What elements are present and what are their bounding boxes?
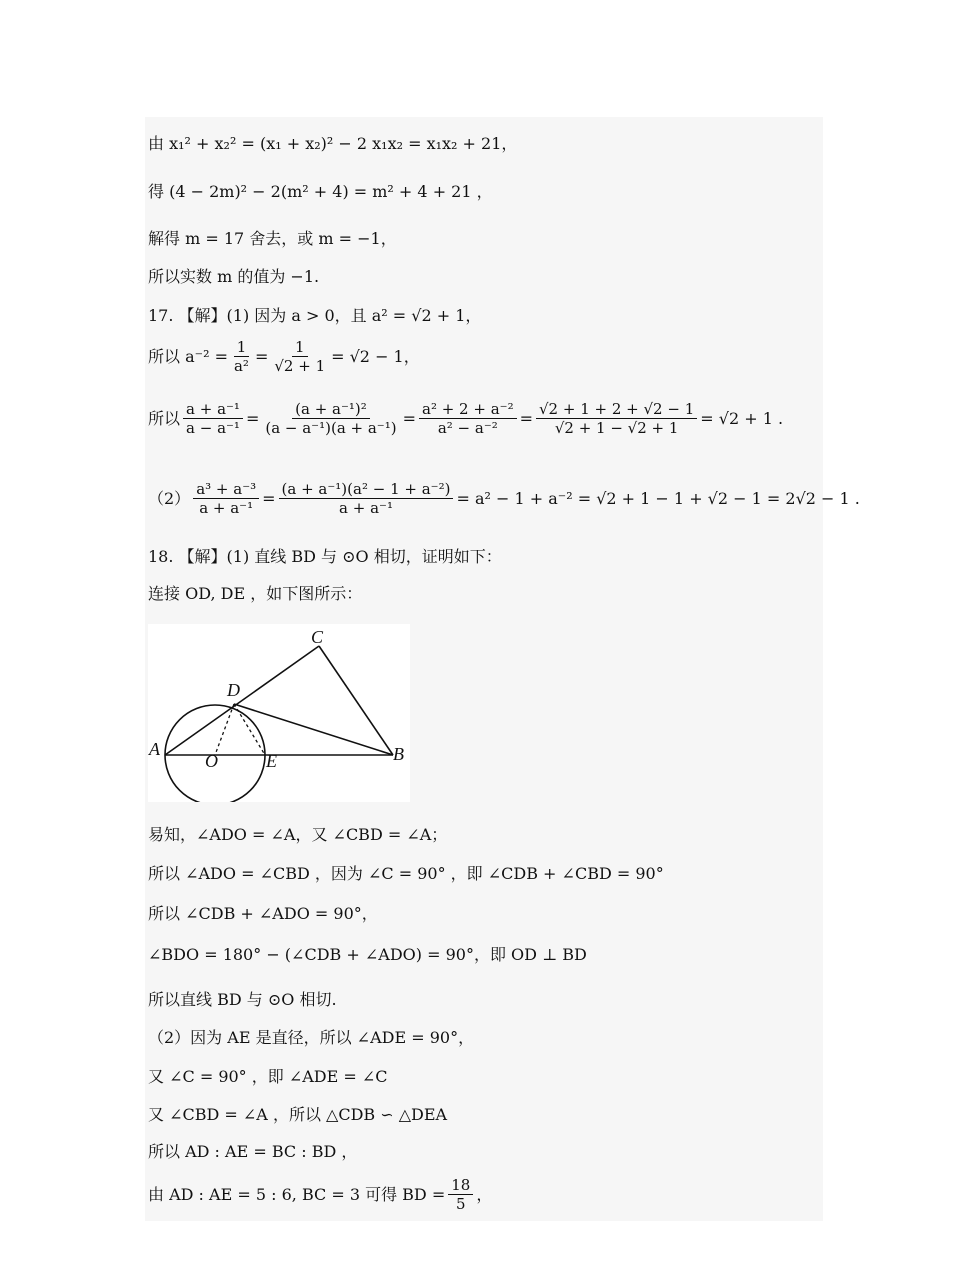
fraction-numerator: 1 [234, 338, 250, 357]
fraction [193, 480, 259, 517]
equals-sign: = [262, 488, 276, 508]
text-line: 易知，∠ADO = ∠A，又 ∠CBD = ∠A； [148, 825, 448, 844]
text-segment: 所以 [148, 408, 181, 428]
fraction-numerator: 1 [292, 338, 308, 357]
equals-sign: = [245, 408, 260, 428]
text-line: 所以 ∠ADO = ∠CBD ，因为 ∠C = 90° ，即 ∠CDB + ∠CBD = 90° [148, 864, 664, 883]
text-segment: （2） [148, 488, 191, 508]
fraction-numerator: √2 + 1 + 2 + √2 − 1 [536, 400, 697, 419]
segment-cb [319, 646, 393, 755]
fraction-denominator: a² [233, 357, 249, 375]
fraction-denominator: 5 [456, 1195, 466, 1213]
fraction [183, 400, 243, 437]
text-line: （2）因为 AE 是直径，所以 ∠ADE = 90°， [148, 1028, 475, 1047]
text-line: 所以 AD : AE = BC : BD ， [148, 1142, 358, 1161]
fraction [536, 400, 697, 437]
label-e: E [266, 751, 277, 771]
label-b: B [393, 744, 404, 764]
equation-line [148, 400, 783, 437]
text-line: 又 ∠C = 90° ，即 ∠ADE = ∠C [148, 1067, 388, 1086]
text-line: 得 (4 − 2m)² − 2(m² + 4) = m² + 4 + 21 ， [148, 182, 493, 201]
fraction-numerator: (a + a⁻¹)(a² − 1 + a⁻²) [279, 480, 454, 499]
text-line: 又 ∠CBD = ∠A ，所以 △CDB ∽ △DEA [148, 1105, 448, 1124]
text-segment: = a² − 1 + a⁻² = √2 + 1 − 1 + √2 − 1 = 2√2 − 1 . [456, 488, 860, 508]
equation-line [148, 480, 860, 517]
fraction-denominator: √2 + 1 [274, 357, 326, 375]
text-segment: = √2 − 1， [331, 346, 420, 366]
label-c: C [311, 627, 324, 647]
fraction [448, 1176, 473, 1213]
text-line: 解得 m = 17 舍去，或 m = −1， [148, 229, 397, 248]
fraction-numerator: a² + 2 + a⁻² [419, 400, 517, 419]
fraction-numerator: 18 [448, 1176, 473, 1195]
text-line: 所以直线 BD 与 ⊙O 相切. [148, 990, 337, 1009]
problem-17-heading: 17. 【解】(1) 因为 a > 0，且 a² = √2 + 1， [148, 306, 482, 325]
fraction [271, 338, 328, 375]
text-line: 由 x₁² + x₂² = (x₁ + x₂)² − 2 x₁x₂ = x₁x₂ + 21， [148, 134, 518, 153]
fraction [279, 480, 454, 517]
fraction-denominator: a + a⁻¹ [199, 499, 254, 517]
equals-sign: = [254, 346, 269, 366]
fraction-numerator: a + a⁻¹ [183, 400, 243, 419]
fraction-numerator: a³ + a⁻³ [193, 480, 259, 499]
equation-line [148, 338, 420, 375]
text-line: 连接 OD, DE ，如下图所示： [148, 584, 363, 603]
equals-sign: = [402, 408, 416, 428]
segment-ac [165, 646, 319, 755]
text-line: 所以 ∠CDB + ∠ADO = 90°， [148, 904, 378, 923]
text-segment: = √2 + 1 . [700, 408, 784, 428]
text-line: 所以实数 m 的值为 −1. [148, 267, 320, 286]
geometry-figure [148, 624, 410, 802]
text-segment: 由 AD : AE = 5 : 6, BC = 3 可得 BD = [148, 1184, 446, 1204]
fraction [419, 400, 517, 437]
text-segment: 所以 a⁻² = [148, 346, 228, 366]
fraction [262, 400, 399, 437]
fraction-denominator: a² − a⁻² [437, 419, 498, 437]
fraction-denominator: (a − a⁻¹)(a + a⁻¹) [265, 419, 397, 437]
segment-od [215, 704, 234, 755]
label-o: O [205, 751, 218, 771]
fraction-denominator: a + a⁻¹ [339, 499, 393, 517]
fraction-numerator: (a + a⁻¹)² [292, 400, 370, 419]
equals-sign: = [519, 408, 533, 428]
text-line: ∠BDO = 180° − (∠CDB + ∠ADO) = 90°，即 OD ⊥ BD [148, 945, 587, 964]
fraction [231, 338, 252, 375]
fraction-denominator: √2 + 1 − √2 + 1 [554, 419, 679, 437]
fraction-denominator: a − a⁻¹ [186, 419, 240, 437]
label-d: D [227, 680, 240, 700]
equation-line [148, 1176, 492, 1213]
geometry-diagram [148, 624, 410, 802]
text-segment: ， [476, 1184, 493, 1204]
problem-18-heading: 18. 【解】(1) 直线 BD 与 ⊙O 相切，证明如下： [148, 547, 502, 566]
label-a: A [149, 739, 160, 759]
